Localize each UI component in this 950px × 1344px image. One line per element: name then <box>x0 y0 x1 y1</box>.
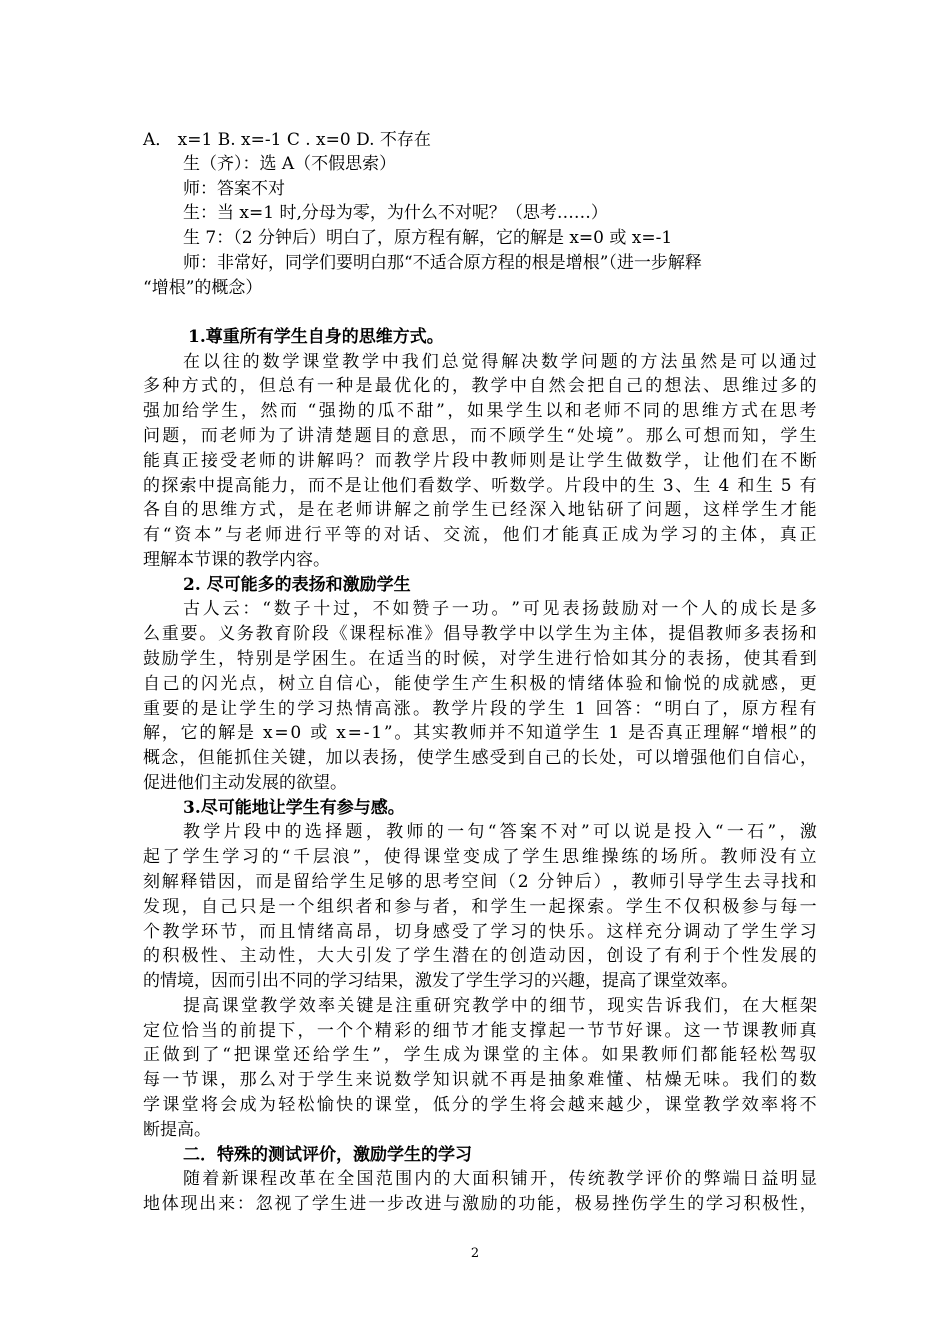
dialogue-line: 生 7：（2 分钟后）明白了，原方程有解，它的解是 x=0 或 x=-1 <box>183 228 673 248</box>
paragraph-line: 能 真 正 接 受 老 师 的 讲 解 吗 ？ 而 教 学 片 段 中 教 师 则 是 让 学 生 做 数 学 ， 让 他 们 在 不 断 <box>143 451 817 471</box>
section-heading-1: 1.尊重所有学生自身的思维方式。 <box>188 327 444 347</box>
paragraph-line: 学 课 堂 将 会 成 为 轻 松 愉 快 的 课 堂 ， 低 分 的 学 生 将 会 越 来 越 少 ， 课 堂 教 学 效 率 将 不 <box>143 1095 817 1115</box>
paragraph-line: 教 学 片 段 中 的 选 择 题 ， 教 师 的 一 句 “ 答 案 不 对 ” 可 以 说 是 投 入 “ 一 石 ” ， 激 <box>183 822 817 842</box>
paragraph-line: 各 自 的 思 维 方 式 ， 是 在 老 师 讲 解 之 前 学 生 已 经 深 入 地 钻 研 了 问 题 ， 这 样 学 生 才 能 <box>143 500 817 520</box>
paragraph-line: 概 念 ， 但 能 抓 住 关 键 ， 加 以 表 扬 ， 使 学 生 感 受 到 自 己 的 长 处 ， 可 以 增 强 他 们 自 信 心 ， <box>143 748 817 768</box>
dialogue-line: 师：非常好，同学们要明白那“不适合原方程的根是增根”（进一步解释 <box>183 253 702 273</box>
paragraph-line: 么 重 要 。 义 务 教 育 阶 段 《 课 程 标 准 》 倡 导 教 学 中 以 学 生 为 主 体 ， 提 倡 教 师 多 表 扬 和 <box>143 624 817 644</box>
option-line: A． x=1 B. x=-1 C . x=0 D. 不存在 <box>143 130 431 150</box>
paragraph-line: 的情境，因而引出不同的学习结果，激发了学生学习的兴趣，提高了课堂效率。 <box>143 971 738 991</box>
paragraph-line: 定 位 恰 当 的 前 提 下 ， 一 个 个 精 彩 的 细 节 才 能 支 撑 起 一 节 节 好 课 。 这 一 节 课 教 师 真 <box>143 1021 817 1041</box>
page-number: 2 <box>470 1246 480 1261</box>
paragraph-line: 断提高。 <box>143 1120 211 1140</box>
paragraph-line: 古 人 云 ： “ 数 子 十 过 ， 不 如 赞 子 一 功 。 ” 可 见 表 扬 鼓 励 对 一 个 人 的 成 长 是 多 <box>183 599 817 619</box>
dialogue-line: 生（齐）：选 A（不假思索） <box>183 154 397 174</box>
paragraph-line: 多 种 方 式 的 ， 但 总 有 一 种 是 最 优 化 的 ， 教 学 中 自 然 会 把 自 己 的 想 法 、 思 维 过 多 的 <box>143 376 817 396</box>
paragraph-line: 自 己 的 闪 光 点 ， 树 立 自 信 心 ， 能 使 学 生 产 生 积 极 的 情 绪 体 验 和 愉 悦 的 成 就 感 ， 更 <box>143 674 817 694</box>
dialogue-line: “增根”的概念） <box>143 278 263 298</box>
paragraph-line: 提 高 课 堂 教 学 效 率 关 键 是 注 重 研 究 教 学 中 的 细 节 ， 现 实 告 诉 我 们 ， 在 大 框 架 <box>183 996 817 1016</box>
paragraph-line: 正 做 到 了 “ 把 课 堂 还 给 学 生 ” ， 学 生 成 为 课 堂 的 主 体 。 如 果 教 师 们 都 能 轻 松 驾 驭 <box>143 1045 817 1065</box>
paragraph-line: 发 现 ， 自 己 只 是 一 个 组 织 者 和 参 与 者 ， 和 学 生 一 起 探 索 。 学 生 不 仅 积 极 参 与 每 一 <box>143 897 817 917</box>
paragraph-line: 个 教 学 环 节 ， 而 且 情 绪 高 昂 ， 切 身 感 受 了 学 习 的 快 乐 。 这 样 充 分 调 动 了 学 生 学 习 <box>143 922 817 942</box>
paragraph-line: 鼓 励 学 生 ， 特 别 是 学 困 生 。 在 适 当 的 时 候 ， 对 学 生 进 行 恰 如 其 分 的 表 扬 ， 使 其 看 到 <box>143 649 817 669</box>
paragraph-line: 起 了 学 生 学 习 的 “ 千 层 浪 ” ， 使 得 课 堂 变 成 了 学 生 思 维 操 练 的 场 所 。 教 师 没 有 立 <box>143 847 817 867</box>
paragraph-line: 的 积 极 性 、 主 动 性 ， 大 大 引 发 了 学 生 潜 在 的 创 造 动 因 ， 创 设 了 有 利 于 个 性 发 展 的 <box>143 946 817 966</box>
section-heading-3: 3.尽可能地让学生有参与感。 <box>183 798 405 818</box>
paragraph-line: 的 探 索 中 提 高 能 力 ， 而 不 是 让 他 们 看 数 学 、 听 数 学 。 片 段 中 的 生 3 、 生 4 和 生 5 有 <box>143 476 817 496</box>
paragraph-line: 刻 解 释 错 因 ， 而 是 留 给 学 生 足 够 的 思 考 空 间 （ 2 分 钟 后 ） ， 教 师 引 导 学 生 去 寻 找 和 <box>143 872 817 892</box>
paragraph-line: 有 “ 资 本 ” 与 老 师 进 行 平 等 的 对 话 、 交 流 ， 他 们 才 能 真 正 成 为 学 习 的 主 体 ， 真 正 <box>143 525 817 545</box>
paragraph-line: 强 加 给 学 生 ， 然 而 “ 强 拗 的 瓜 不 甜 ” ， 如 果 学 生 以 和 老 师 不 同 的 思 维 方 式 在 思 考 <box>143 401 817 421</box>
paragraph-line: 在 以 往 的 数 学 课 堂 教 学 中 我 们 总 觉 得 解 决 数 学 问 题 的 方 法 虽 然 是 可 以 通 过 <box>183 352 817 372</box>
paragraph-line: 地 体 现 出 来 ： 忽 视 了 学 生 进 一 步 改 进 与 激 励 的 功 能 ， 极 易 挫 伤 学 生 的 学 习 积 极 性 ， <box>143 1194 817 1214</box>
paragraph-line: 重 要 的 是 让 学 生 的 学 习 热 情 高 涨 。 教 学 片 段 的 学 生 1 回 答 ： “ 明 白 了 ， 原 方 程 有 <box>143 699 817 719</box>
section-heading-2: 2. 尽可能多的表扬和激励学生 <box>183 575 411 595</box>
paragraph-line: 每 一 节 课 ， 那 么 对 于 学 生 来 说 数 学 知 识 就 不 再 是 抽 象 难 懂 、 枯 燥 无 味 。 我 们 的 数 <box>143 1070 817 1090</box>
paragraph-line: 解 ， 它 的 解 是 x = 0 或 x = - 1 ” 。 其 实 教 师 并 不 知 道 学 生 1 是 否 真 正 理 解 “ 增 根 ” 的 <box>143 723 817 743</box>
paragraph-line: 问 题 ， 而 老 师 为 了 讲 清 楚 题 目 的 意 思 ， 而 不 顾 学 生 “ 处 境 ” 。 那 么 可 想 而 知 ， 学 生 <box>143 426 817 446</box>
dialogue-line: 生：当 x=1 时,分母为零，为什么不对呢？（思考……） <box>183 203 608 223</box>
paragraph-line: 理解本节课的教学内容。 <box>143 550 330 570</box>
paragraph-line: 促进他们主动发展的欲望。 <box>143 773 347 793</box>
section-heading-part-2: 二．特殊的测试评价，激励学生的学习 <box>183 1145 472 1165</box>
paragraph-line: 随 着 新 课 程 改 革 在 全 国 范 围 内 的 大 面 积 铺 开 ， 传 统 教 学 评 价 的 弊 端 日 益 明 显 <box>183 1169 817 1189</box>
dialogue-line: 师：答案不对 <box>183 179 285 199</box>
